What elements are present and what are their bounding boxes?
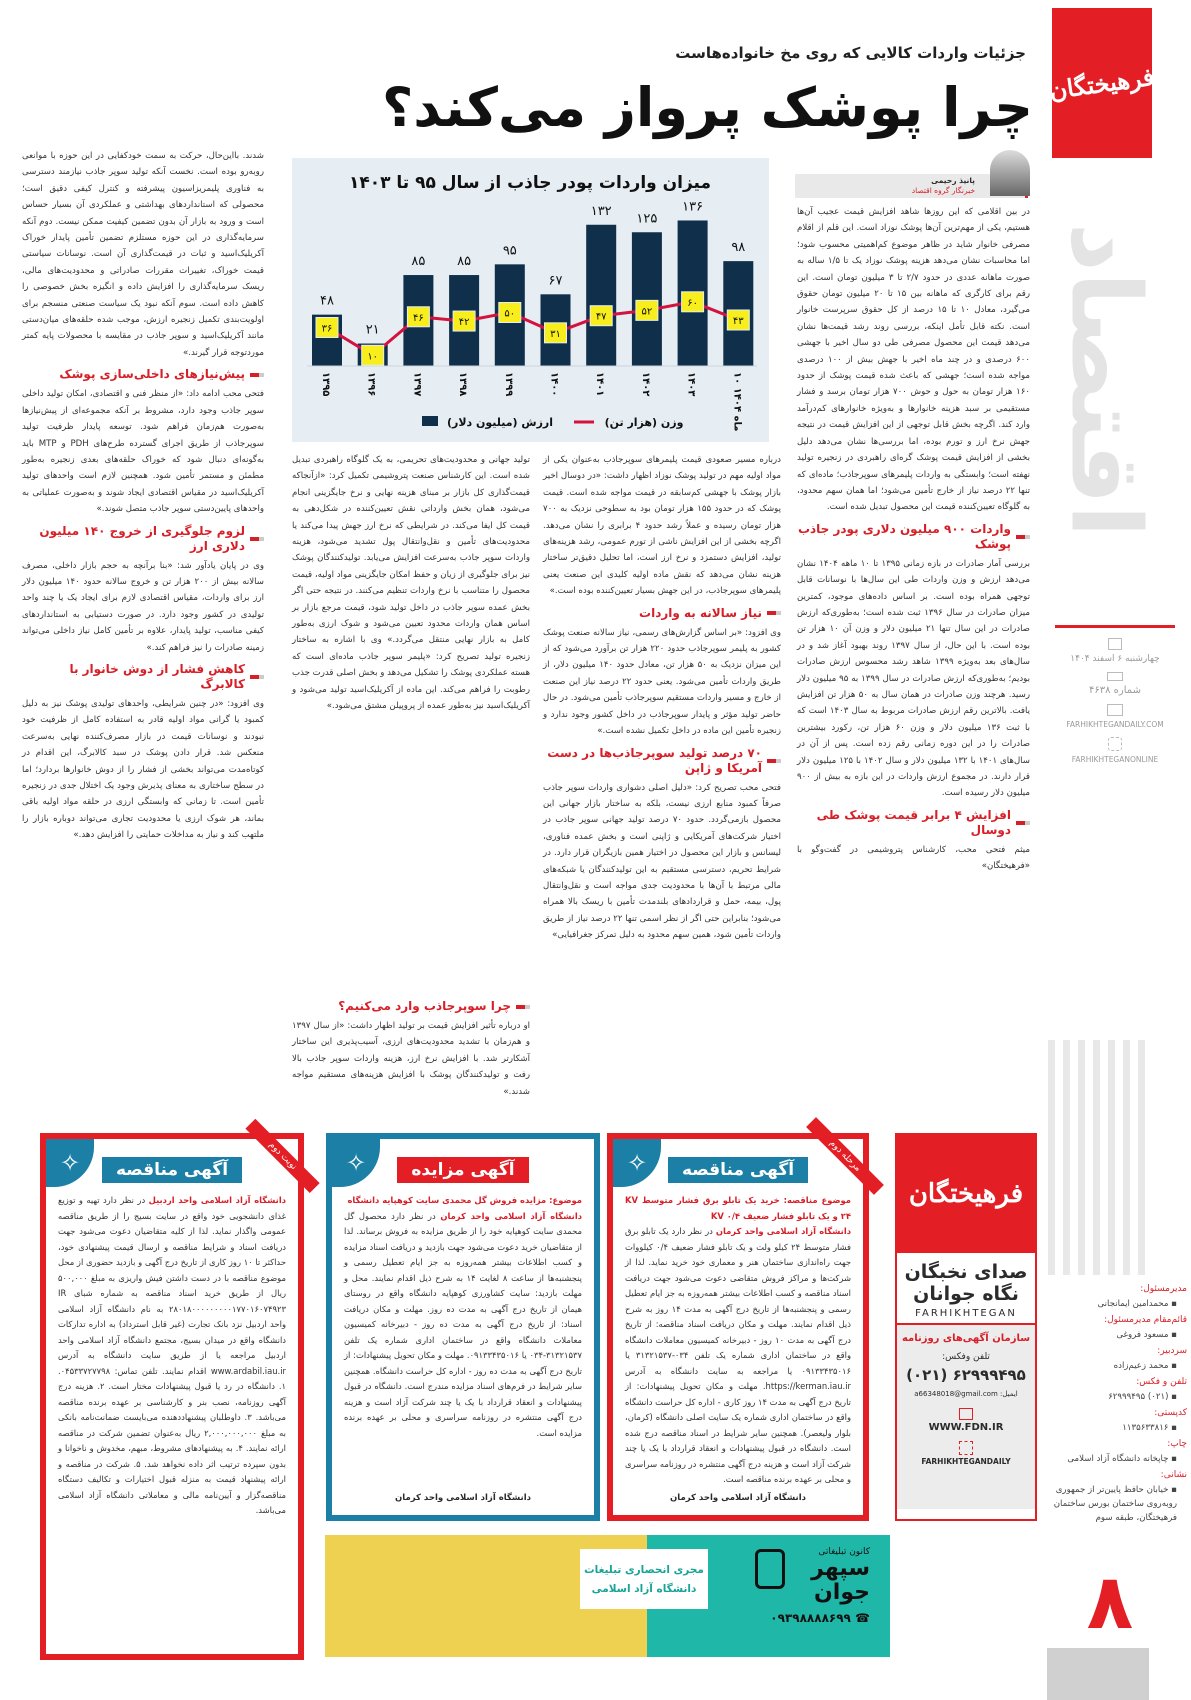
auction-ad-kerman: ✧ آگهی مزایده موضوع: مزایده فروش گل محمدی سایت کوهپایه دانشگاه دانشگاه آزاد اسلامی واحد کرمان در نظر دارد محصول گل محمدی سایت کوهپایه خود را از طریق مزایده به فروش برساند. لذا از متقاضیان خرید دعوت می‌شود جهت بازدید و دریافت اسناد مزایده و کسب اطلاعات بیشتر همه‌روزه به جز ایام تعطیل رسمی و پنجشنبه‌ها از ساعت ۸ لغایت ۱۴ به شرح ذیل اقدام نمایند. محل و مهلت بازدید: سایت کشاورزی کوهپایه دانشگاه واقع در روستای هیمان از تاریخ درج آگهی به مدت ده روز. مهلت و مکان دریافت اسناد: از تاریخ درج آگهی به مدت ده روز - دبیرخانه کمیسیون معاملات دانشگاه واقع در ساختمان اداری شماره یک تلفن ۳۱۳۲۱۵۳۷-۰۳۴ یا ۰۹۱۳۳۴۳۵۰۱۶. مهلت و مکان تحویل پیشنهادات: از تاریخ درج آگهی به مدت ده روز - اداره کل حراست دانشگاه. همچنین سایر شرایط در فرم‌های اسناد مزایده مندرج است. دانشگاه در قبول پیشنهادات و انعقاد قرارداد با یک یا چند شرکت آزاد است و هزینه درج آگهی منتشره در روزنامه سراسری و محلی بر عهده برنده مزایده است. دانشگاه آزاد اسلامی واحد کرمان (326, 1133, 600, 1521)
bar-value-label: ۱۳۲ (590, 203, 612, 219)
banner-tag: مجری انحصاری تبلیغات دانشگاه آزاد اسلامی (580, 1549, 708, 1609)
gray-block (1047, 1648, 1149, 1700)
x-tick-label: ۱۳۹۵ (320, 372, 331, 397)
tender-ad-kerman: ✧ مرحله دوم آگهی مناقصه موضوع مناقصه: خرید یک تابلو برق فشار متوسط KV ۲۴ و یک تابلو فشار ضعیف KV ۰/۴ دانشگاه آزاد اسلامی واحد کرمان در نظر دارد یک تابلو برق فشار متوسط ۲۴ کیلو ولت و یک تابلو فشار ضعیف ۰/۴ کیلووات جهت راه‌اندازی ساختمان هنر و معماری خود خرید نماید. لذا از شرکت‌ها و مراکز فروش متقاضی دعوت می‌شود جهت دریافت اسناد مناقصه و کسب اطلاعات بیشتر همه‌روزه به جز ایام تعطیل رسمی و پنجشنبه‌ها از تاریخ درج آگهی به مدت ۱۴ روز به شرح ذیل اقدام نمایند. مهلت و مکان دریافت اسناد مناقصه: از تاریخ درج آگهی به مدت ۱۰ روز - دبیرخانه کمیسیون معاملات دانشگاه واقع در ساختمان اداری شماره یک تلفن ۰۳۴-۳۱۳۲۱۵۳۷ یا ۰۹۱۳۳۴۳۵۰۱۶ یا مراجعه به سایت دانشگاه به آدرس https://kerman.iau.ir. مهلت و مکان تحویل پیشنهادات: از تاریخ درج آگهی به مدت ۱۴ روز کاری - اداره کل حراست دانشگاه واقع در ساختمان اداری شماره یک سایت اصلی دانشگاه (کرمان، بلوار ولیعصر). همچنین سایر شرایط در اسناد مناقصه درج شده است. دانشگاه در قبول پیشنهادات و انعقاد قرارداد با یک یا چند شرکت آزاد است و هزینه درج آگهی منتشره در روزنامه سراسری و محلی بر عهده برنده مناقصه است. دانشگاه آزاد اسلامی واحد کرمان (607, 1133, 869, 1521)
stage-ribbon: نوبت دوم (245, 1119, 319, 1193)
issue-date: چهارشنبه ۶ اسفند ۱۴۰۴ (1070, 654, 1160, 664)
staff-label: سردبیر: (1157, 1346, 1187, 1356)
website-link[interactable]: FARHIKHTEGANDAILY.COM (1066, 720, 1164, 729)
staff-label: قائم‌مقام مدیرمسئول: (1104, 1315, 1187, 1325)
x-tick-label: ۱۴۰۳ (685, 372, 697, 397)
university-logo-icon: ✧ (332, 1139, 380, 1187)
advertising-banner[interactable] (325, 1535, 890, 1657)
staff-label: چاپ: (1167, 1439, 1187, 1449)
newspaper-logo[interactable]: فرهیختگان (1052, 8, 1152, 158)
legend-value: ارزش (میلیون دلار) (446, 416, 554, 429)
section-heading: واردات ۹۰۰ میلیون دلاری پودر جاذب پوشک (797, 522, 1030, 552)
weight-value-label: ۱۰ (367, 351, 379, 363)
section-body: وی افزود: «بر اساس گزارش‌های رسمی، نیاز سالانه صنعت پوشک کشور به پلیمر سوپرجاذب حدود ۲۲۰ هزار تن برآورد می‌شود که از این میزان نزدیک به ۵۰ هزار تن، معادل حدود ۱۴۰ میلیون دلار، از طریق واردات تأمین می‌شود. یعنی حدود ۲۲ درصد نیاز این صنعت از خارج و مسیر واردات مستقیم سوپرجاذب تأمین می‌شود. در حال حاضر تولید مؤثر و پایدار سوپرجاذب در داخل کشور وجود ندارد و زنجیره تأمین این ماده در داخل تکمیل نشده است.» (543, 627, 781, 737)
headline-title: چرا پوشک پرواز می‌کند؟ (381, 76, 1033, 139)
section-body: فتحی محب تصریح کرد: «دلیل اصلی دشواری واردات سوپر جاذب صرفاً کمبود منابع ارزی نیست، بلکه به ساختار بازار جهانی این محصول بازمی‌گردد. حدود ۷۰ درصد تولید جهانی سوپر جاذب در اختیار شرکت‌های آمریکایی و ژاپنی است و بخش عمده فناوری، لیسانس و بازار این محصول در اختیار همین بازیگران قرار دارد. در شرایط تحریم، دسترسی مستقیم به این تولیدکنندگان یا شبکه‌های مالی مرتبط با آن‌ها با محدودیت جدی مواجه است و نقل‌وانتقال پول، بیمه، حمل و قراردادهای بلندمدت تأمین با ریسک بالا همراه می‌شود؛ بنابراین حتی اگر از نظر اسمی تنها ۲۲ درصد نیاز از طریق واردات تأمین شود، همین سهم محدود به دلیل تمرکز جغرافیایی» (543, 782, 781, 941)
paragraph: درباره مسیر صعودی قیمت پلیمر‌های سوپرجاذب به‌عنوان یکی از مواد اولیه مهم در تولید پوشک نوزاد اظهار داشت: «در دوسال اخیر بازار پوشک با جهشی کم‌سابقه در قیمت مواجه شده است. قیمت پوشک که در حدود ۱۵۵ هزار تومان بود به سطوحی نزدیک به ۷۰۰ هزار تومان رسیده و عملاً رشد حدود ۴ برابری را نشان می‌دهد. اگرچه بخشی از این افزایش ناشی از تورم عمومی، رشد هزینه‌های تولید، افزایش دستمزد و نرخ ارز است، اما تحلیل دقیق‌تر ساختار هزینه نشان می‌دهد که نقش ماده اولیه کلیدی این صنعت یعنی پلیمرهای سوپرجاذب، در این جهش بسیار تعیین‌کننده بوده است.» (543, 455, 782, 597)
tender-ad-ardabil: ✧ نوبت دوم آگهی مناقصه دانشگاه آزاد اسلامی واحد اردبیل در نظر دارد تهیه و توزیع غذای دانشجویی خود واقع در سایت بسیج را از طریق مناقصه عمومی واگذار نماید. لذا از کلیه متقاضیان دعوت می‌شود جهت دریافت اسناد و شرایط مناقصه و ارسال قیمت پیشنهادی خود، حداکثر تا ۱۰ روز کاری از تاریخ درج آگهی و بازدید حضوری از محل موضوع مناقصه با در دست داشتن فیش واریزی به مبلغ ۵۰۰,۰۰۰ ریال از طریق خرید اسناد مناقصه به شماره شبای IR ۲۸۰۱۸۰۰۰۰۰۰۰۰۰۱۷۷۰۱۶۰۷۴۹۲۳ به نام دانشگاه آزاد اسلامی واحد اردبیل نزد بانک تجارت (غیر قابل استرداد) به اداره تدارکات دانشگاه واقع در میدان بسیج، مجتمع دانشگاه آزاد اسلامی واحد اردبیل مراجعه یا از طریق سایت دانشگاه به آدرس www.ardabil.iau.ir اقدام نمایند. تلفن تماس: ۰۴۵۳۳۷۲۷۷۹۸. ۱. دانشگاه در رد یا قبول پیشنهادات مختار است. ۲. هزینه درج آگهی روزنامه، نصب بنر و کارشناسی بر عهده برنده مناقصه می‌باشد. ۳. داوطلبان پیشنهاددهنده می‌بایست ضمانت‌نامه بانکی به مبلغ ۲,۰۰۰,۰۰۰,۰۰۰ ریال به‌عنوان تضمین شرکت در مناقصه ارائه نمایند. ۴. به پیشنهادهای مشروط، مبهم، مخدوش و ناخوانا و بدون سپرده ترتیب اثر داده نخواهد شد. ۵. شرکت در مناقصه و ارائه پیشنهاد قیمت به منزله قبول اختیارات و تکالیف دستگاه مناقصه‌گزار و آیین‌نامه مالی و معاملاتی دانشگاه آزاد اسلامی می‌باشد. (40, 1133, 304, 1660)
headline-kicker: جزئیات واردات کالایی که روی مخ خانواده‌هاست (675, 44, 1026, 62)
weight-value-label: ۳۶ (321, 323, 333, 335)
weight-value-label: ۴۶ (413, 312, 424, 324)
ad-footer: دانشگاه آزاد اسلامی واحد کرمان (670, 1493, 806, 1503)
university-logo-icon: ✧ (46, 1139, 94, 1187)
article-column-3 (291, 452, 530, 1097)
staff-list (1042, 1280, 1187, 1525)
bar-value-label: ۹۸ (731, 240, 746, 256)
x-tick-label: ۱۴۰۱ (594, 372, 606, 397)
staff-value: ▪ خیابان حافظ پایین‌تر از جمهوری روبه‌روی ساختمان بورس ساختمان فرهیختگان، طبقه سوم (1053, 1485, 1177, 1523)
article-column-1 (797, 204, 1030, 1032)
x-tick-label: ۱۰ ماه ۱۴۰۴ (731, 372, 743, 432)
ad-body: در نظر دارد تهیه و توزیع غذای دانشجویی خود واقع در سایت بسیج را از طریق مناقصه عمومی واگذار نماید. لذا از کلیه متقاضیان دعوت می‌شود جهت دریافت اسناد و شرایط مناقصه و ارسال قیمت پیشنهادی خود، حداکثر تا ۱۰ روز کاری از تاریخ درج آگهی و بازدید حضوری از محل موضوع مناقصه با در دست داشتن فیش واریزی به مبلغ ۵۰۰,۰۰۰ ریال از طریق خرید اسناد مناقصه به شماره شبای IR ۲۸۰۱۸۰۰۰۰۰۰۰۰۰۱۷۷۰۱۶۰۷۴۹۲۳ به نام دانشگاه آزاد اسلامی واحد اردبیل نزد بانک تجارت (غیر قابل استرداد) به اداره تدارکات دانشگاه واقع در میدان بسیج، مجتمع دانشگاه آزاد اسلامی واحد اردبیل مراجعه یا از طریق سایت دانشگاه به آدرس www.ardabil.iau.ir اقدام نمایند. تلفن تماس: ۰۴۵۳۳۷۲۷۷۹۸. ۱. دانشگاه در رد یا قبول پیشنهادات مختار است. ۲. هزینه درج آگهی روزنامه، نصب بنر و کارشناسی بر عهده برنده مناقصه می‌باشد. ۳. داوطلبان پیشنهاددهنده می‌بایست ضمانت‌نامه بانکی به مبلغ ۲,۰۰۰,۰۰۰,۰۰۰ ریال به‌عنوان تضمین شرکت در مناقصه ارائه نمایند. ۴. به پیشنهادهای مشروط، مبهم، مخدوش و ناخوانا و بدون سپرده ترتیب اثر داده نخواهد شد. ۵. شرکت در مناقصه و ارائه پیشنهاد قیمت به منزله قبول اختیارات و تکالیف دستگاه مناقصه‌گزار و آیین‌نامه مالی و معاملاتی دانشگاه آزاد اسلامی می‌باشد. (58, 1195, 287, 1515)
section-heading: لزوم جلوگیری از خروج ۱۴۰ میلیون دلاری ارز (22, 524, 264, 554)
issue-info (1045, 625, 1185, 764)
x-tick-label: ۱۴۰۲ (639, 372, 651, 397)
ad-body: در نظر دارد محصول گل محمدی سایت کوهپایه خود را از طریق مزایده به فروش برساند. لذا از متقاضیان خرید دعوت می‌شود جهت بازدید و دریافت اسناد مزایده و کسب اطلاعات بیشتر همه‌روزه به جز ایام تعطیل رسمی و پنجشنبه‌ها از ساعت ۸ لغایت ۱۴ به شرح ذیل اقدام نمایند. محل و مهلت بازدید: سایت کشاورزی کوهپایه دانشگاه واقع در روستای هیمان از تاریخ درج آگهی به مدت ده روز. مهلت و مکان دریافت اسناد: از تاریخ درج آگهی به مدت ده روز - دبیرخانه کمیسیون معاملات دانشگاه واقع در ساختمان اداری شماره یک تلفن ۳۱۳۲۱۵۳۷-۰۳۴ یا ۰۹۱۳۳۴۳۵۰۱۶. مهلت و مکان تحویل پیشنهادات: از تاریخ درج آگهی به مدت ده روز - اداره کل حراست دانشگاه. همچنین سایر شرایط در فرم‌های اسناد مزایده مندرج است. دانشگاه در قبول پیشنهادات و انعقاد قرارداد با یک یا چند شرکت آزاد است و هزینه درج آگهی منتشره در روزنامه سراسری و محلی بر عهده برنده مزایده است. (344, 1210, 583, 1438)
web-icon (959, 1408, 973, 1420)
article-column-4 (22, 148, 264, 1034)
banner-phone: ۰۹۳۹۸۸۸۸۶۹۹ (770, 1611, 851, 1625)
article-intro: در بین اقلامی که این روزها شاهد افزایش قیمت عجیب آن‌ها هستیم، یکی از مهم‌ترین آن‌ها پوشک نوزاد است. این قلم از اقلام مصرفی خانوار شاید در ظاهر موضوع کم‌اهمیتی محسوب شود؛ اما محاسبات نشان می‌دهد هزینه پوشک نوزاد یک تا ۱/۵ ساله به صورت ماهانه عددی در حدود ۲/۷ تا ۳ میلیون تومان است. این رقم برای کارگری که ماهانه بین ۱۵ تا ۲۰ میلیون تومان حقوق می‌گیرد، معادل ۱۰ تا ۱۵ درصد از کل حقوق سرپرست خانوار است. نکته قابل تأمل اینکه، بررسی روند رشد قیمت‌ها نشان می‌دهد قیمت این محصول مصرفی طی دو سال اخیر با جهشی ۶۰۰ درصدی و در چند ماه اخیر با جهش بیش از ۱۰۰ درصدی مواجه شده است؛ جهشی که باعث شده قیمت پوشک از حدود ۱۶۰ هزار تومان به حول و حوش ۷۰۰ هزار تومان برسد و فشار مستقیمی بر سبد هزینه خانوارها و به‌ویژه خانوارهای کم‌درآمد وارد کند. اگرچه بخش قابل توجهی از این افزایش قیمت در نتیجه جهش نرخ ارز و تورم بوده، اما بررسی‌ها نشان می‌دهد دلیل بخشی از افزایش قیمت پوشک گره‌ای راهبردی در زنجیره تولید نهفته است؛ وابستگی به واردات پلیمر‌های سوپرجاذب؛ ماده‌ای که تنها ۲۲ درصد نیاز از خارج تأمین می‌شود؛ اما همان سهم محدود، به گلوگاه تعیین‌کننده قیمت این محصول تبدیل شده است. (797, 207, 1031, 513)
phone-label: تلفن وفکس: (942, 1352, 990, 1362)
weight-value-label: ۴۷ (595, 311, 607, 323)
ad-subject: موضوع: مزایده فروش گل محمدی سایت کوهپایه دانشگاه (347, 1195, 582, 1205)
web-link[interactable]: WWW.FDN.IR (928, 1422, 1004, 1433)
issue-number: شماره ۴۶۳۸ (1089, 685, 1141, 696)
bar-value-label: ۸۵ (411, 254, 426, 270)
article-column-2 (543, 452, 781, 1034)
section-title: اقتصاد (1048, 222, 1161, 538)
leaf-logo-icon (755, 1549, 785, 1589)
social-icon (959, 1441, 973, 1455)
staff-label: نشانی: (1160, 1470, 1187, 1480)
ad-body: در نظر دارد یک تابلو برق فشار متوسط ۲۴ کیلو ولت و یک تابلو فشار ضعیف ۰/۴ کیلووات جهت راه‌اندازی ساختمان هنر و معماری خود خرید نماید. لذا از شرکت‌ها و مراکز فروش متقاضی دعوت می‌شود جهت دریافت اسناد مناقصه و کسب اطلاعات بیشتر همه‌روزه به جز ایام تعطیل رسمی و پنجشنبه‌ها از تاریخ درج آگهی به مدت ۱۴ روز به شرح ذیل اقدام نمایند. مهلت و مکان دریافت اسناد مناقصه: از تاریخ درج آگهی به مدت ۱۰ روز - دبیرخانه کمیسیون معاملات دانشگاه واقع در ساختمان اداری شماره یک تلفن ۰۳۴-۳۱۳۲۱۵۳۷ یا ۰۹۱۳۳۴۳۵۰۱۶ یا مراجعه به سایت دانشگاه به آدرس https://kerman.iau.ir. مهلت و مکان تحویل پیشنهادات: از تاریخ درج آگهی به مدت ۱۴ روز کاری - اداره کل حراست دانشگاه واقع در ساختمان اداری شماره یک سایت اصلی دانشگاه (کرمان، بلوار ولیعصر). همچنین سایر شرایط در اسناد مناقصه درج شده است. دانشگاه در قبول پیشنهادات و انعقاد قرارداد با یک یا چند شرکت آزاد است و هزینه درج آگهی منتشره در روزنامه سراسری و محلی بر عهده برنده مناقصه است. (625, 1226, 852, 1484)
legend-bar-swatch (422, 416, 438, 426)
ad-footer: دانشگاه آزاد اسلامی واحد کرمان (395, 1493, 531, 1503)
paragraph: تولید جهانی و محدودیت‌های تحریمی، به یک گلوگاه راهبردی تبدیل شده است. این کارشناس صنعت پتروشیمی تکمیل کرد: «ازآنجاکه قیمت‌گذاری کل بازار بر مبنای هزینه نهایی و نرخ جایگزینی انجام می‌شود، همان بخش وارداتی نقش تعیین‌کننده در شکل‌دهی به قیمت کل ایفا می‌کند. در شرایطی که نرخ ارز جهش پیدا می‌کند یا محدودیت‌های تأمین و نقل‌وانتقال پول تشدید می‌شود، هزینه واردات سوپر جاذب به‌سرعت افزایش می‌یابد. تولیدکنندگان پوشک نیز برای جلوگیری از زیان و حفظ امکان جایگزینی مواد اولیه، قیمت محصول را متناسب با نرخ واردات تنظیم می‌کنند. در نتیجه حتی اگر بخش عمده سوپر جاذب در داخل تولید شود، قیمت مرجع بازار بر اساس همان واردات محدود تعیین می‌شود و شوک ارزی به‌طور کامل به بازار نهایی منتقل می‌گردد.» وی با اشاره به ساختار زنجیره تولید تصریح کرد: «پلیمر سوپر جاذب ماده‌ای است که هسته عملکردی پوشک را تشکیل می‌دهد و بخش اصلی قدرت جذب رطوبت را فراهم می‌کند. این ماده از آکریلیک‌اسید تولید می‌شود و آکریلیک‌اسید نیز به‌طور عمده از پروپیلن مشتق می‌شود.» (291, 455, 530, 712)
bar-value-label: ۶۷ (548, 273, 563, 289)
calendar-icon (1108, 638, 1122, 650)
stage-ribbon: مرحله دوم (806, 1117, 884, 1195)
decorative-pattern (1048, 1040, 1148, 1275)
social-icon (1108, 737, 1122, 751)
x-tick-label: ۱۳۹۶ (365, 372, 377, 397)
staff-value: ▪ محمدامین ایمانجانی (1097, 1299, 1177, 1309)
banner-brand: کانون تبلیغاتی سپهر جوان ☎ ۰۹۳۹۸۸۸۸۶۹۹ (770, 1547, 870, 1625)
page-number: ۸ (1086, 1557, 1134, 1646)
bar-value-label: ۱۳۶ (682, 199, 704, 215)
section-body: وی افزود: «در چنین شرایطی، واحدهای تولیدی پوشک نیز به دلیل کمبود یا گرانی مواد اولیه قادر به استفاده کامل از ظرفیت خود نبودند و نوسانات قیمت در بازار مصرف‌کننده نهایی به‌سرعت منعکس شد. قرار دادن پوشک در سبد کالابرگ، این اقدام در کوتاه‌مدت می‌تواند بخشی از فشار را از دوش خانوارها بردارد؛ اما در سطح ساختاری به معنای پذیرش وجود یک اختلال جدی در زنجیره تأمین است. تا زمانی که وابستگی ارزی در حلقه مواد اولیه باقی بماند، هر شوک ارزی یا محدودیت تجاری می‌تواند دوباره بازار را ملتهب کند و نیاز به مداخلات حمایتی را افزایش دهد.» (22, 698, 264, 841)
section-body: وی در پایان یادآور شد: «بنا برآنچه به حجم بازار داخلی، مصرف سالانه بیش از ۲۰۰ هزار تن و خروج سالانه حدود ۱۴۰ میلیون دلار ارز برای واردات، مقیاس اقتصادی لازم برای ایجاد یک یا چند واحد تولیدی در کشور وجود دارد. در صورت دستیابی به استانداردهای کیفی مناسب، تولید پایدار، علاوه بر تأمین کامل نیاز داخلی می‌تواند زمینه صادرات را نیز فراهم کند.» (22, 560, 264, 653)
social-link[interactable]: FARHIKHTEGANDAILY (921, 1457, 1011, 1466)
newspaper-ad-box (895, 1133, 1037, 1521)
email[interactable]: ایمیل: a66348018@gmail.com (914, 1390, 1018, 1398)
social-link[interactable]: FARHIKHTEGANONLINE (1071, 755, 1159, 764)
newspaper-icon (1107, 672, 1123, 681)
bar-value-label: ۲۱ (365, 322, 380, 338)
section-heading: چرا سوپرجاذب وارد می‌کنیم؟ (292, 999, 530, 1014)
paragraph: شدند. بااین‌حال، حرکت به سمت خودکفایی در این حوزه با موانعی روبه‌رو بوده است. نخست آنکه تولید سوپر جاذب نیازمند دسترسی به فناوری پلیمریزاسیون پیشرفته و کنترل کیفی دقیق است؛ محصولی که استانداردهای بهداشتی و عملکردی آن بسیار حساس است و ورود به بازار آن بدون تضمین کیفیت ممکن نیست. دوم آنکه سرمایه‌گذاری در این حوزه مستلزم تضمین تأمین پایدار خوراک آکریلیک‌اسید و ثبات در قیمت‌گذاری آن است. نوسانات سیاستی قیمت خوراک، تغییرات مقررات صادراتی و محدودیت‌های مالی، ریسک سرمایه‌گذاری را افزایش داده و انگیزه بخش خصوصی را کاهش داده است. سوم آنکه نبود یک سیاست صنعتی منسجم برای اولویت‌بندی تکمیل زنجیره ارزش، موجب شده حلقه‌های میان‌دستی مانند آکریلیک‌اسید و سوپر جاذب در مقایسه با محصولات پایه کمتر موردتوجه قرار گیرند.» (22, 151, 264, 358)
x-tick-label: ۱۳۹۹ (502, 372, 514, 397)
section-heading: پیش‌نیازهای داخلی‌سازی پوشک (22, 367, 264, 382)
ad-org: سازمان آگهی‌های روزنامه (901, 1333, 1031, 1344)
weight-value-label: ۵۲ (641, 306, 653, 318)
phone-icon: ☎ (850, 1611, 870, 1625)
weight-value-label: ۴۳ (732, 315, 744, 327)
weight-value-label: ۳۱ (550, 328, 561, 340)
weight-line (327, 302, 738, 356)
bar-value-label: ۴۸ (320, 293, 334, 309)
staff-label: مدیرمسئول: (1140, 1284, 1187, 1294)
staff-value: ▪ مسعود فروغی (1116, 1330, 1177, 1340)
bar-value-label: ۸۵ (457, 254, 472, 270)
ad-title: آگهی مناقصه (102, 1157, 242, 1183)
staff-label: کدپستی: (1154, 1408, 1187, 1418)
author-name: پانیذ رحیمی (931, 176, 975, 185)
section-heading: افزایش ۴ برابر قیمت پوشک طی دوسال (797, 808, 1030, 838)
section-heading: نیاز سالانه به واردات (543, 606, 781, 621)
staff-value: ▪ (۰۲۱) ۶۲۹۹۹۴۹۵ (1108, 1392, 1177, 1402)
weight-value-label: ۶۰ (687, 297, 698, 309)
bar (586, 225, 616, 366)
legend-weight: وزن (هزار تن) (604, 416, 684, 429)
x-tick-label: ۱۴۰۰ (548, 372, 560, 397)
section-body: او درباره تأثیر افزایش قیمت بر تولید اظهار داشت: «از سال ۱۳۹۷ و هم‌زمان با تشدید محدودیت‌های ارزی، آسیب‌پذیری این ساختار آشکارتر شد. با افزایش نرخ ارز، هزینه واردات سوپر جاذب بالا رفت و تولیدکنندگان پوشک با افزایش هزینه‌های مستقیم مواجه شدند.» (292, 1021, 530, 1097)
divider (1055, 625, 1175, 628)
section-heading: ۷۰ درصد تولید سوپرجاذب‌ها در دست آمریکا و ژاپن (543, 746, 781, 776)
section-body: میثم فتحی محب، کارشناس پتروشیمی در گفت‌وگو با «فرهیختگان» (797, 844, 1030, 872)
x-tick-label: ۱۳۹۷ (411, 372, 423, 397)
browser-icon (1107, 704, 1123, 716)
bar (632, 232, 662, 366)
section-body: بررسی آمار صادرات در بازه زمانی ۱۳۹۵ تا ۱۰ ماهه ۱۴۰۴ نشان می‌دهد ارزش و وزن واردات طی این سال‌ها با نوسانات قابل توجهی همراه بوده است. بر اساس داده‌های موجود، کمترین میزان صادرات در سال ۱۳۹۶ ثبت شده است؛ به‌طوری‌که ارزش صادرات در این سال تنها ۲۱ میلیون دلار و وزن آن ۱۰ هزار تن بوده است. با این حال، از سال ۱۳۹۷ روند بهبود آغاز شد و در سال‌های بعد به‌ویژه ۱۳۹۹ شاهد رشد محسوس ارزش صادرات بودیم؛ به‌طوری‌که ارزش صادرات در سال ۱۳۹۹ به ۹۵ میلیون دلار رسید. هرچند وزن صادرات در همان سال به ۵۰ هزار تن افزایش یافت. بالاترین رقم ارزش صادرات مربوط به سال ۱۴۰۳ است که با ثبت ۱۳۶ میلیون دلار و وزن ۶۰ هزار تن، رکورد بیشترین صادرات را در این دوره زمانی رقم زده است. پس از آن در سال‌های ۱۴۰۱ با ۱۳۲ میلیون دلار و سال ۱۴۰۲ با ۱۲۵ میلیون دلار قرار دارند. در مجموع ارزش واردات در این بازه به بیش از ۹۰۰ میلیون دلار رسیده است. (797, 558, 1031, 799)
weight-value-label: ۵۰ (504, 308, 516, 320)
phone: (۰۲۱) ۶۲۹۹۹۴۹۵ (906, 1366, 1026, 1384)
ad-title: آگهی مزایده (397, 1157, 528, 1183)
ad-title: آگهی مناقصه (668, 1157, 808, 1183)
x-tick-label: ۱۳۹۸ (457, 372, 469, 397)
bar-value-label: ۱۲۵ (636, 211, 658, 227)
section-body: فتحی محب ادامه داد: «از منظر فنی و اقتصادی، امکان تولید داخلی سوپر جاذب وجود دارد، مشروط بر آنکه مجموعه‌ای از پیش‌نیازها به‌صورت هم‌زمان فراهم شود. توسعه پایدار ظرفیت تولید سوپرجاذب از طریق اجرای گسترده طرح‌های PDH و MTP باید به‌گونه‌ای دنبال شود که خوراک حلقه‌های بعدی زنجیره به‌طور مطمئن و مستمر تأمین شود. همچنین لازم است واحدهای تولید آکریلیک‌اسید در مقیاس اقتصادی ایجاد شوند و به‌صورت عملیاتی به واحدهای پایین‌دستی سوپر جاذب متصل شوند.» (22, 389, 264, 515)
weight-value-label: ۴۲ (458, 317, 470, 329)
author-photo (990, 150, 1030, 196)
import-chart (292, 158, 769, 442)
staff-label: تلفن و فکس: (1136, 1377, 1187, 1387)
ad-logo: فرهیختگان (897, 1135, 1035, 1253)
staff-value: ▪ ۱۱۳۵۶۳۳۸۱۶ (1122, 1423, 1177, 1433)
university-logo-icon: ✧ (613, 1139, 661, 1187)
section-heading: کاهش فشار از دوش خانوار با کالابرگ (22, 662, 264, 692)
bar-value-label: ۹۵ (502, 243, 517, 259)
staff-value: ▪ چاپخانه دانشگاه آزاد اسلامی (1067, 1454, 1177, 1464)
staff-value: ▪ محمد زعیم‌زاده (1113, 1361, 1177, 1371)
chart-title: میزان واردات پودر جاذب از سال ۹۵ تا ۱۴۰۳ (348, 173, 712, 193)
slogan: صدای نخبگان نگاه جوانان FARHIKHTEGAN (897, 1253, 1035, 1325)
ad-subject: موضوع مناقصه: خرید یک تابلو برق فشار متوسط KV ۲۴ و یک تابلو فشار ضعیف KV ۰/۴ (625, 1195, 851, 1221)
chart-panel (292, 158, 769, 442)
author-role: خبرنگار گروه اقتصاد (911, 186, 975, 195)
